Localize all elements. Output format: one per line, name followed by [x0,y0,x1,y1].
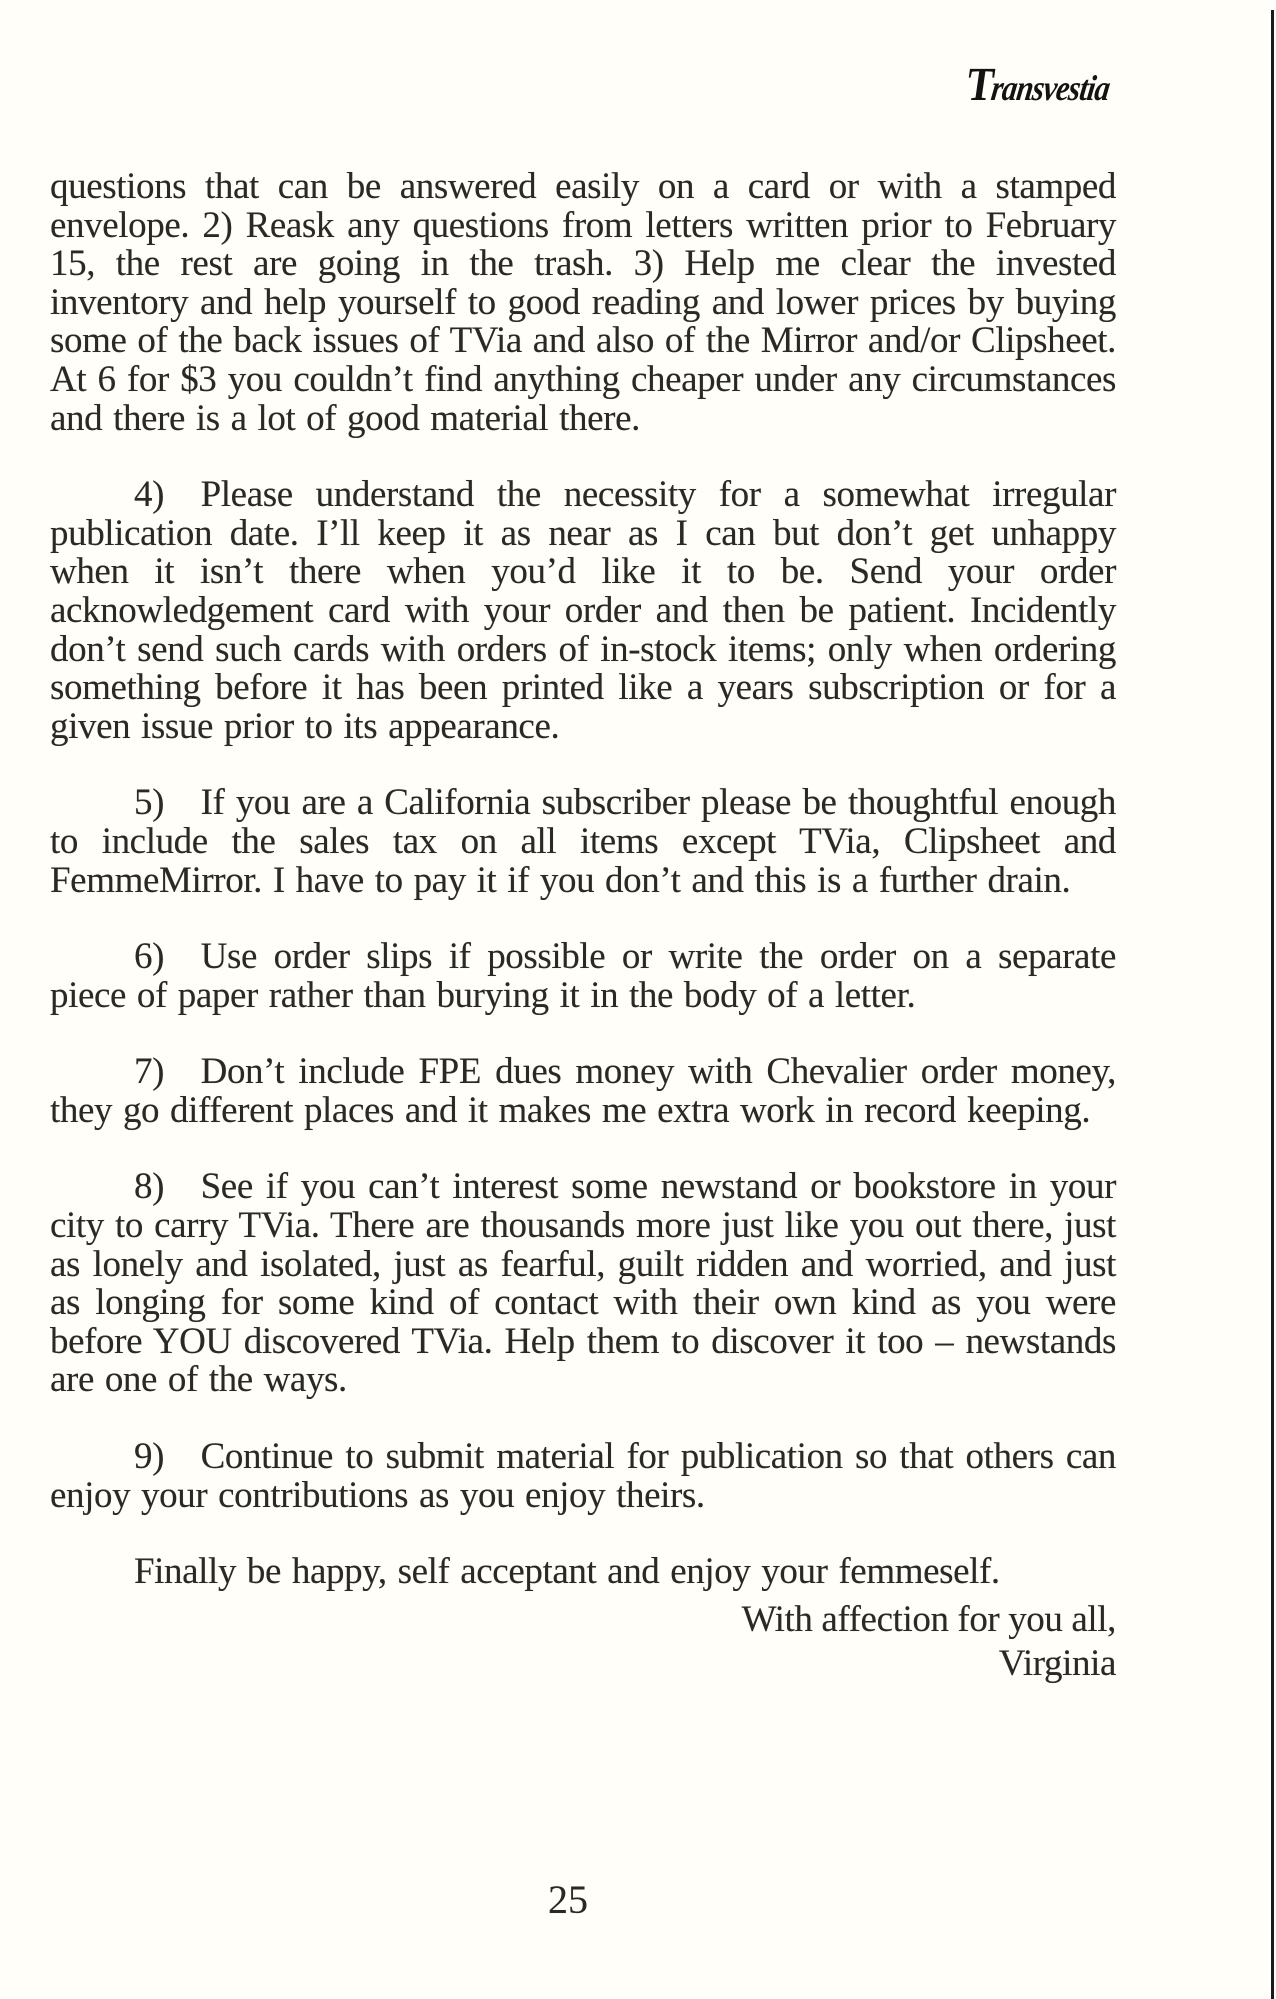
page-edge-line [1271,10,1274,1999]
closing-line: With affection for you all, [741,1598,1116,1640]
body-paragraph: Finally be happy, self acceptant and enjoy your femmeself. [134,1551,1000,1593]
body-paragraph: 4) Please understand the necessity for a somewhat irregular publication date. I’ll keep it as near as I can but don’t get unhappy when it isn’t there when you’d like it to be. Send your order acknowledgement card with your order and then be patient. Incidently don’t send such cards with orders of in-stock items; only when ordering something before it has been printed like a years subscription or for a given issue prior to its appearance. [50,474,1116,747]
page-body [50,168,1116,1686]
body-paragraph: questions that can be answered easily on a card or with a stamped envelope. 2) Reask any questions from letters written prior to February 15, the rest are going in the trash. 3) Help me clear the invested inventory and help yourself to good reading and lower prices by buying some of the back issues of TVia and also of the Mirror and/or Clipsheet. At 6 for $3 you couldn’t find anything cheaper under any circumstances and there is a lot of good material there. [50,166,1116,439]
page-number: 25 [548,1877,588,1922]
signature-name: Virginia [998,1642,1116,1684]
closing-block [50,1598,1116,1686]
body-paragraph: 6) Use order slips if possible or write the order on a separate piece of paper rather than burying it in the body of a letter. [50,936,1116,1016]
body-paragraph: 5) If you are a California subscriber please be thoughtful enough to include the sales tax on all items except TVia, Clipsheet and FemmeMirror. I have to pay it if you don’t and this is a further drain. [50,782,1116,901]
body-paragraph: 9) Continue to submit material for publication so that others can enjoy your contributions as you enjoy theirs. [50,1436,1116,1516]
magazine-title: Transvestia [963,59,1113,111]
paragraph-list [50,168,1116,1592]
body-paragraph: 7) Don’t include FPE dues money with Chevalier order money, they go different places and it makes me extra work in record keeping. [50,1051,1116,1131]
body-paragraph: 8) See if you can’t interest some newstand or bookstore in your city to carry TVia. There are thousands more just like you out there, just as lonely and isolated, just as fearful, guilt ridden and worried, and just as longing for some kind of contact with their own kind as you were before YOU discovered TVia. Help them to discover it too – newstands are one of the ways. [50,1166,1116,1401]
